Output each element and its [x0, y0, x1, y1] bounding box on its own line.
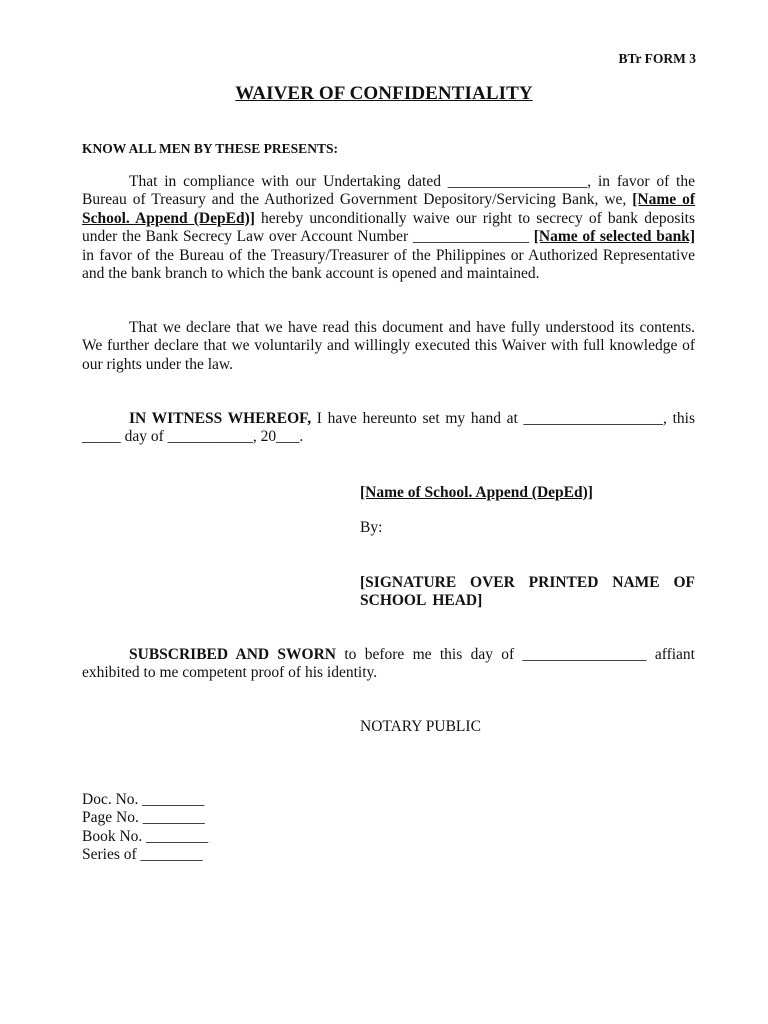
compliance-text-a: That in compliance with our Undertaking dated __________________, in favor of the Bureau of Treasury and the Authorized Government Depository/Servicing Bank, we, — [82, 173, 695, 209]
document-title: WAIVER OF CONFIDENTIALITY — [235, 83, 533, 104]
declaration-paragraph: That we declare that we have read this document and have fully understood its contents. We further declare that we voluntarily and willingly executed this Waiver with full knowledge of our rights under the law. — [82, 319, 695, 373]
witness-text: I have hereunto set my hand at __________________, this _____ day of ___________, 20___. — [82, 410, 696, 446]
compliance-text-b: hereby unconditionally waive our right to secrecy of bank deposits under the Bank Secrecy Law over Account Number _______________ — [82, 209, 695, 246]
witness-lead: IN WITNESS WHEREOF, — [129, 410, 312, 427]
notary-public-label: NOTARY PUBLIC — [360, 718, 481, 735]
form-code: BTr FORM 3 — [618, 51, 696, 66]
notarial-docket — [82, 791, 208, 865]
compliance-text-c: in favor of the Bureau of the Treasury/Treasurer of the Philippines or Authorized Representative and the bank branch to which the bank account is opened and maintained. — [82, 246, 695, 283]
signatory-by-label: By: — [360, 519, 383, 536]
book-no-line: Book No. ________ — [82, 827, 209, 845]
jurat-paragraph — [82, 646, 695, 683]
jurat-text: to before me this day of ________________ affiant exhibited to me competent proof of his identity. — [82, 646, 695, 682]
preamble: KNOW ALL MEN BY THESE PRESENTS: — [82, 141, 338, 156]
signatory-school-name: [Name of School. Append (DepEd)] — [360, 484, 593, 501]
school-name-placeholder: [Name of School. Append (DepEd)] — [82, 191, 695, 227]
doc-no-line: Doc. No. ________ — [82, 791, 205, 808]
series-line: Series of ________ — [82, 846, 203, 864]
signature-placeholder: [SIGNATURE OVER PRINTED NAME OF SCHOOL HEAD] — [360, 574, 695, 610]
jurat-lead: SUBSCRIBED AND SWORN — [129, 646, 336, 663]
bank-name-placeholder: [Name of selected bank] — [533, 228, 695, 246]
compliance-paragraph — [82, 173, 695, 283]
witness-paragraph — [82, 410, 695, 447]
page-no-line: Page No. ________ — [82, 809, 205, 827]
